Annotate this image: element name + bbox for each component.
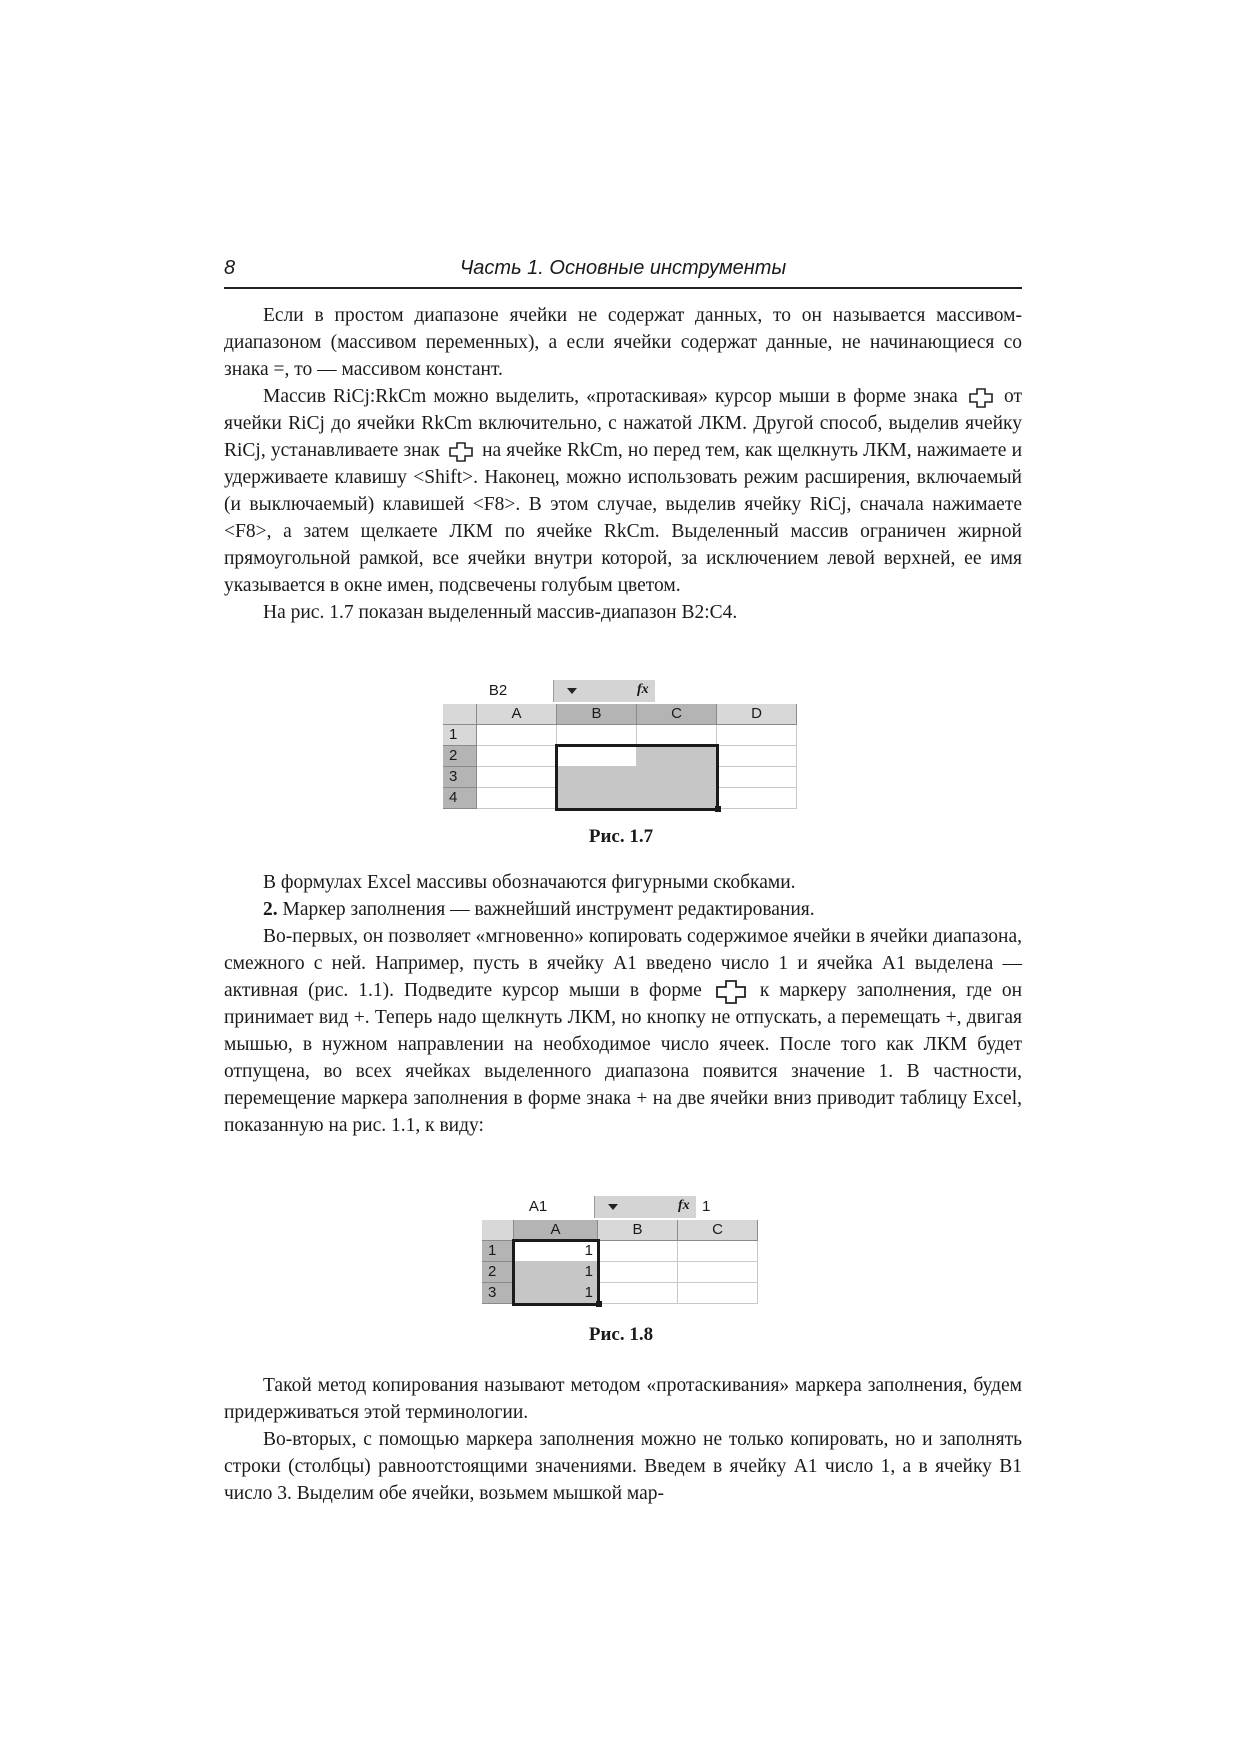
cell-c3[interactable] [678,1283,758,1304]
paragraph-7: Такой метод копирования называют методом «протаскивания» маркера заполнения, будем придерживаться этой терминологии. [224,1375,1022,1423]
text-block-1 [224,302,1022,626]
cross-cursor-icon [716,980,746,1004]
function-icon[interactable]: fx [678,1198,690,1213]
column-header-a[interactable]: A [514,1220,598,1241]
cell-c1[interactable] [637,725,717,746]
cell-d4[interactable] [717,788,797,809]
cell-b1[interactable] [598,1241,678,1262]
running-title: Часть 1. Основные инструменты [459,257,787,279]
chevron-down-icon[interactable] [567,688,577,694]
row-header-3[interactable]: 3 [482,1283,514,1304]
cell-b3[interactable] [598,1283,678,1304]
cell-b1[interactable] [557,725,637,746]
selection-border [512,1239,600,1306]
row-header-1[interactable]: 1 [443,725,477,746]
name-box[interactable]: A1 [482,1196,595,1218]
page-number: 8 [224,257,236,279]
function-icon[interactable]: fx [637,682,649,697]
cell-d3[interactable] [717,767,797,788]
formula-input[interactable] [655,680,799,702]
paragraph-2: Массив RiCj:RkCm можно выделить, «протаскивая» курсор мыши в форме знака от ячейки RiCj до ячейки RkCm включительно, с нажатой ЛКМ. Другой способ, выделив ячейку RiCj, устанавливаете знак на ячейке RkCm, но перед тем, как щелкнуть ЛКМ, нажимаете и удерживаете клавишу <Shift>. Наконец, можно использовать режим расширения, включаемый (и выключаемый) клавишей <F8>. В этом случае, выделив ячейку RiCj, сначала нажимаете <F8>, а затем щелкаете ЛКМ по ячейке RkCm. Выделенный массив ограничен жирной прямоугольной рамкой, все ячейки внутри которой, за исключением левой верхней, ее имя указывается в окне имен, подсвечены голубым цветом. [224,386,1023,596]
cell-d2[interactable] [717,746,797,767]
page-header [224,255,1022,289]
select-all-corner[interactable] [482,1220,514,1241]
row-header-4[interactable]: 4 [443,788,477,809]
excel-figure-1-7 [443,680,799,818]
formula-bar [482,1196,760,1218]
column-header-c[interactable]: C [678,1220,758,1241]
cross-cursor-icon [969,388,993,408]
cross-cursor-icon [449,442,473,462]
figure-caption-1-7: Рис. 1.7 [588,826,654,847]
paragraph-8: Во-вторых, с помощью маркера заполнения можно не только копировать, но и заполнять строки (столбцы) равноотстоящими значениями. Введем в ячейку A1 число 1, а в ячейку B1 число 3. Выделим обе ячейки, возьмем мышкой мар- [224,1429,1022,1504]
column-header-d[interactable]: D [717,704,797,725]
formula-input[interactable]: 1 [696,1196,760,1218]
text-block-3 [224,1372,1022,1507]
name-box[interactable]: B2 [443,680,554,702]
paragraph-6: Во-первых, он позволяет «мгновенно» копировать содержимое ячейки в ячейки диапазона, смежного с ней. Например, пусть в ячейку A1 введено число 1 и ячейка A1 выделена — активная (рис. 1.1). Подведите курсор мыши в форме к маркеру заполнения, где он принимает вид +. Теперь надо щелкнуть ЛКМ, но кнопку не отпускать, а перемещать +, двигая мышью, в нужном направлении на необходимое число ячеек. После того как ЛКМ будет отпущена, во всех ячейках выделенного диапазона появится значение 1. В частности, перемещение маркера заполнения в форме знака + на две ячейки вниз приводит таблицу Excel, показанную на рис. 1.1, к виду: [224,926,1023,1136]
cell-a3[interactable] [477,767,557,788]
fill-handle[interactable] [715,806,721,812]
paragraph-1: Если в простом диапазоне ячейки не содержат данных, то он называется массивом-диапазоном (массивом переменных), а если ячейки содержат данные, не начинающиеся со знака =, то — массивом констант. [224,305,1022,380]
paragraph-5: 2. Маркер заполнения — важнейший инструмент редактирования. [263,899,815,920]
cell-a3[interactable]: 1 [514,1283,598,1304]
cell-a1[interactable]: 1 [514,1241,598,1262]
figure-caption-1-8: Рис. 1.8 [588,1324,654,1345]
column-header-b[interactable]: B [598,1220,678,1241]
cell-a1[interactable] [477,725,557,746]
row-header-1[interactable]: 1 [482,1241,514,1262]
excel-figure-1-8 [482,1196,760,1312]
column-header-c[interactable]: C [637,704,717,725]
paragraph-4: В формулах Excel массивы обозначаются фигурными скобками. [263,872,796,893]
row-header-2[interactable]: 2 [482,1262,514,1283]
row-header-3[interactable]: 3 [443,767,477,788]
formula-bar [443,680,799,702]
cell-d1[interactable] [717,725,797,746]
fill-handle[interactable] [596,1301,602,1307]
cell-b2[interactable] [598,1262,678,1283]
row-header-2[interactable]: 2 [443,746,477,767]
item-number: 2. [263,899,278,920]
cell-c1[interactable] [678,1241,758,1262]
cell-a2[interactable]: 1 [514,1262,598,1283]
cell-a4[interactable] [477,788,557,809]
chevron-down-icon[interactable] [608,1204,618,1210]
column-header-b[interactable]: B [557,704,637,725]
cell-c2[interactable] [678,1262,758,1283]
selection-border [555,744,719,811]
column-header-a[interactable]: A [477,704,557,725]
cell-a2[interactable] [477,746,557,767]
text-block-2 [224,869,1022,1139]
paragraph-3: На рис. 1.7 показан выделенный массив-диапазон B2:C4. [263,602,738,623]
select-all-corner[interactable] [443,704,477,725]
